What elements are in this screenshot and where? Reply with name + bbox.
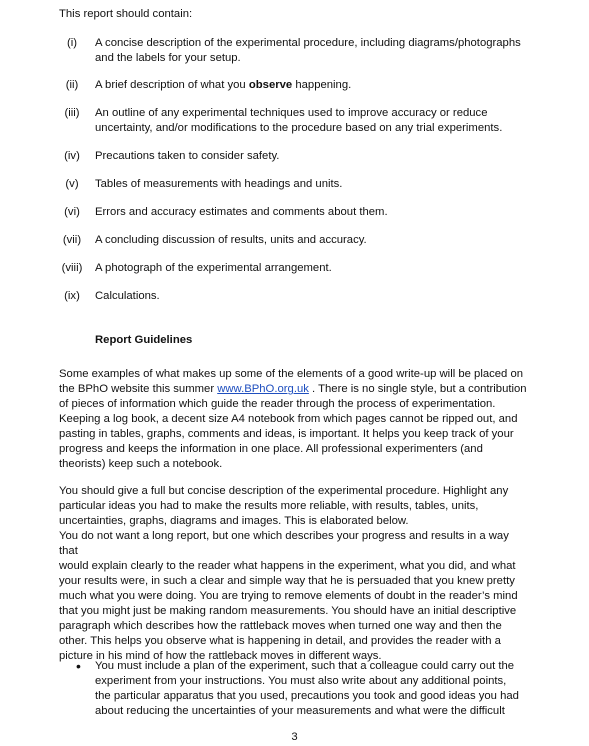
paragraph bbox=[59, 484, 529, 664]
paragraph-line: pasting in tables, graphs, comments and ideas, is important. It helps you keep track of your bbox=[59, 428, 514, 440]
bullet-line: experiment from your instructions. You must also write about any additional points, bbox=[95, 675, 507, 687]
section-heading: Report Guidelines bbox=[95, 334, 193, 346]
paragraph-line: progress and keeps the information in one place. All professional experimenters (and bbox=[59, 443, 483, 455]
item-line: A concise description of the experimental procedure, including diagrams/photographs bbox=[95, 37, 521, 49]
paragraph-line: uncertainties, graphs, diagrams and images. This is elaborated below. bbox=[59, 515, 409, 527]
paragraph-line: paragraph which describes how the rattleback moves when turned one way and then the bbox=[59, 620, 502, 632]
paragraph bbox=[59, 367, 529, 472]
item-number: (ii) bbox=[65, 79, 79, 91]
paragraph-line: other. This helps you observe what is happening in detail, and provides the reader with a bbox=[59, 635, 501, 647]
paragraph-line: would explain clearly to the reader what happens in the experiment, what you did, and what bbox=[59, 560, 516, 572]
item-number: (iv) bbox=[64, 150, 80, 162]
paragraph-line: theorists) keep such a notebook. bbox=[59, 458, 223, 470]
bullet-line: about reducing the uncertainties of your measurements and what were the difficult bbox=[95, 705, 505, 717]
paragraph-line: of pieces of information which guide the reader through the process of experimentation. bbox=[59, 398, 496, 410]
bullet-text bbox=[95, 659, 525, 719]
item-text-bold: observe bbox=[248, 79, 293, 91]
item-text bbox=[95, 78, 535, 93]
page-number: 3 bbox=[291, 731, 298, 743]
paragraph-line: You should give a full but concise description of the experimental procedure. Highlight any bbox=[59, 485, 509, 497]
paragraph-line: much what you were doing. You are trying to remove elements of doubt in the reader’s mind bbox=[59, 590, 518, 602]
item-text bbox=[95, 106, 535, 136]
item-number: (ix) bbox=[64, 290, 80, 302]
paragraph-line bbox=[59, 382, 529, 397]
bullet-line: the particular apparatus that you used, precautions you took and good ideas you had bbox=[95, 690, 519, 702]
item-text-end: happening. bbox=[292, 79, 352, 91]
intro-text: This report should contain: bbox=[59, 8, 193, 20]
item-number: (vi) bbox=[64, 206, 80, 218]
paragraph-line: that you might just be making random measurements. You should have an initial descriptive bbox=[59, 605, 517, 617]
item-line: An outline of any experimental techniques used to improve accuracy or reduce bbox=[95, 107, 488, 119]
paragraph-line: particular ideas you had to make the results more reliable, with results, tables, units, bbox=[59, 500, 479, 512]
paragraph-line: Keeping a log book, a decent size A4 notebook from which pages cannot be ripped out, and bbox=[59, 413, 518, 425]
item-text: Calculations. bbox=[95, 290, 160, 302]
item-text: Errors and accuracy estimates and comments about them. bbox=[95, 206, 388, 218]
item-line: and the labels for your setup. bbox=[95, 52, 241, 64]
item-number: (i) bbox=[66, 37, 78, 49]
item-text: Precautions taken to consider safety. bbox=[95, 150, 280, 162]
bpho-website-link[interactable]: www.BPhO.org.uk bbox=[217, 383, 309, 395]
paragraph-line: picture in his mind of how the rattleback moves in different ways. bbox=[59, 650, 382, 662]
text-span: the BPhO website this summer bbox=[59, 383, 218, 395]
item-number: (viii) bbox=[61, 262, 83, 274]
paragraph-line: your results were, in such a clear and simple way that he is persuaded that you knew pretty bbox=[59, 575, 515, 587]
paragraph-line: Some examples of what makes up some of the elements of a good write-up will be placed on bbox=[59, 368, 524, 380]
text-span: . There is no single style, but a contribution bbox=[308, 383, 527, 395]
item-line: uncertainty, and/or modifications to the procedure based on any trial experiments. bbox=[95, 122, 503, 134]
item-number: (iii) bbox=[64, 107, 80, 119]
item-text: A photograph of the experimental arrangement. bbox=[95, 262, 332, 274]
item-text bbox=[95, 36, 535, 66]
bullet-line: You must include a plan of the experiment, such that a colleague could carry out the bbox=[95, 660, 515, 672]
item-number: (v) bbox=[65, 178, 79, 190]
item-text: Tables of measurements with headings and units. bbox=[95, 178, 343, 190]
paragraph-line: You do not want a long report, but one which describes your progress and results in a way that bbox=[59, 530, 509, 557]
item-text-start: A brief description of what you bbox=[95, 79, 249, 91]
item-text: A concluding discussion of results, units and accuracy. bbox=[95, 234, 367, 246]
item-number: (vii) bbox=[62, 234, 82, 246]
bullet-dot-icon: • bbox=[76, 658, 81, 674]
